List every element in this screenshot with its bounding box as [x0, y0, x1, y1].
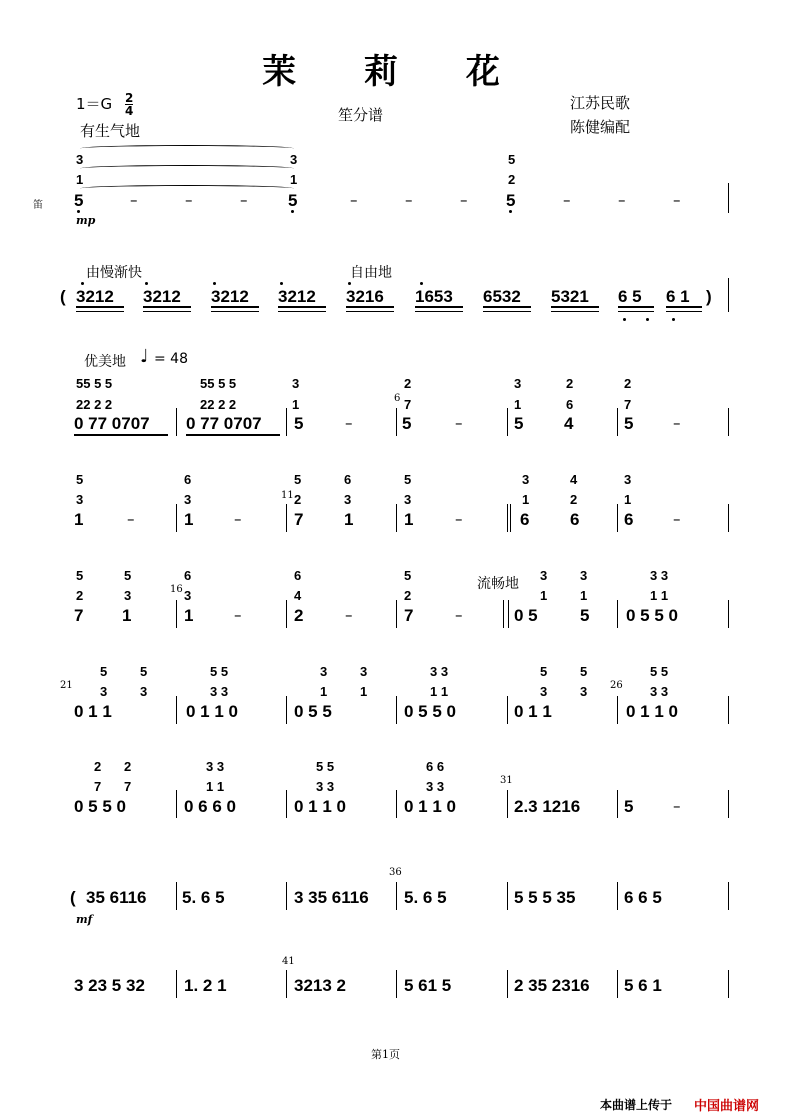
barline — [286, 696, 287, 724]
chord-note: 3 — [360, 664, 368, 679]
chord-note: 3 — [344, 492, 352, 507]
chord-note: 5 5 — [316, 759, 335, 774]
note: 3212 — [143, 287, 181, 306]
chord-note: 3 — [140, 684, 148, 699]
barline — [286, 600, 287, 628]
chord-note: 1 1 — [650, 588, 669, 603]
octave-dot — [280, 282, 283, 285]
octave-dot — [672, 318, 675, 321]
barline — [617, 504, 618, 532]
chord-note: 4 — [570, 472, 578, 487]
chord-note: 5 — [580, 664, 588, 679]
beam-line — [211, 311, 259, 312]
chord-note: 6 — [184, 568, 192, 583]
octave-dot — [623, 318, 626, 321]
dynamic-mp: mp — [76, 214, 96, 227]
note: 3 35 6116 — [294, 888, 369, 907]
barline — [286, 408, 287, 436]
sustain-dash: – — [455, 510, 463, 528]
note: 6 6 5 — [624, 888, 662, 907]
note: 7 — [74, 606, 84, 625]
chord-note: 2 — [624, 376, 632, 391]
chord-note: 2 — [294, 492, 302, 507]
beam-line — [618, 306, 654, 308]
beam-line — [143, 311, 191, 312]
octave-dot — [213, 282, 216, 285]
chord-note: 5 5 — [650, 664, 669, 679]
chord-note: 3 3 — [650, 568, 669, 583]
note: 6 5 — [618, 287, 642, 306]
note: 5 5 5 35 — [514, 888, 576, 907]
chord-note: 5 5 — [210, 664, 229, 679]
note: 35 6116 — [86, 888, 147, 907]
chord-note: 3 3 — [210, 684, 229, 699]
barline — [176, 882, 177, 910]
chord-note: 4 — [294, 588, 302, 603]
chord-note: 3 — [184, 588, 192, 603]
barline — [396, 790, 397, 818]
note: 5 — [514, 414, 524, 433]
barline — [507, 790, 508, 818]
beam-line — [551, 311, 599, 312]
note: 0 1 1 0 — [626, 702, 678, 721]
barline — [176, 600, 177, 628]
barline — [617, 600, 618, 628]
chord-note: 1 — [540, 588, 548, 603]
barline — [176, 790, 177, 818]
song-title: 茉 莉 花 — [262, 52, 528, 92]
note: 5 — [506, 191, 516, 210]
chord-note: 6 — [344, 472, 352, 487]
beam-line — [76, 311, 124, 312]
barline — [728, 408, 729, 436]
chord-note: 3 — [100, 684, 108, 699]
note: 6532 — [483, 287, 521, 306]
note: 0 5 5 0 — [404, 702, 456, 721]
chord-note: 1 1 — [206, 779, 225, 794]
sustain-dash: – — [345, 414, 353, 432]
chord-note: 2 — [76, 588, 84, 603]
note: 0 1 1 0 — [186, 702, 238, 721]
octave-dot — [646, 318, 649, 321]
tempo-bpm: = 48 — [154, 351, 188, 367]
sustain-dash: – — [673, 191, 681, 209]
note: 0 6 6 0 — [184, 797, 236, 816]
key-signature — [76, 92, 133, 117]
barline — [286, 970, 287, 998]
site-logo: 中国曲谱网 — [694, 1099, 760, 1114]
beam-line — [186, 434, 280, 436]
barline — [617, 790, 618, 818]
chord-note: 2 — [570, 492, 578, 507]
key-label: 1＝G — [76, 95, 113, 113]
chord-note: 55 5 5 — [76, 376, 113, 391]
beam-line — [483, 311, 531, 312]
note: 5 — [624, 414, 634, 433]
measure-number: 16 — [170, 584, 183, 595]
sustain-dash: – — [673, 797, 681, 815]
note: 6 — [624, 510, 634, 529]
barline — [286, 504, 287, 532]
chord-note: 3 — [76, 152, 84, 167]
chord-note: 5 — [140, 664, 148, 679]
note: 1 — [74, 510, 84, 529]
barline — [508, 600, 509, 628]
chord-note: 7 — [94, 779, 102, 794]
note: 1 — [122, 606, 132, 625]
chord-note: 55 5 5 — [200, 376, 237, 391]
note: 6 1 — [666, 287, 690, 306]
barline — [286, 790, 287, 818]
beam-line — [278, 306, 326, 308]
note: 0 1 1 — [74, 702, 112, 721]
chord-note: 1 — [290, 172, 298, 187]
measure-number: 36 — [389, 867, 402, 878]
barline — [396, 408, 397, 436]
chord-note: 7 — [624, 397, 632, 412]
sustain-dash: – — [234, 510, 242, 528]
barline — [507, 504, 508, 532]
sustain-dash: – — [234, 606, 242, 624]
octave-dot — [420, 282, 423, 285]
chord-note: 3 — [522, 472, 530, 487]
barline — [728, 600, 729, 628]
time-sig-top: 2 — [124, 91, 134, 105]
chord-note: 3 — [540, 568, 548, 583]
chord-note: 3 — [580, 684, 588, 699]
barline — [396, 970, 397, 998]
sustain-dash: – — [185, 191, 193, 209]
barline — [396, 504, 397, 532]
chord-note: 6 — [184, 472, 192, 487]
chord-note: 5 — [76, 472, 84, 487]
chord-note: 5 — [76, 568, 84, 583]
chord-note: 3 — [404, 492, 412, 507]
note: 2 — [294, 606, 304, 625]
barline — [176, 970, 177, 998]
chord-note: 5 — [124, 568, 132, 583]
quarter-note-icon: ♩ — [140, 346, 149, 367]
barline — [396, 696, 397, 724]
note: 0 77 0707 — [74, 414, 150, 433]
paren-open: ( — [70, 888, 76, 907]
note: 0 5 5 0 — [626, 606, 678, 625]
beam-line — [618, 311, 654, 312]
barline — [617, 696, 618, 724]
tempo-mark-5: 流畅地 — [477, 576, 519, 592]
beam-line — [278, 311, 326, 312]
note: 4 — [564, 414, 574, 433]
note: 5 61 5 — [404, 976, 452, 995]
chord-note: 2 — [404, 376, 412, 391]
chord-note: 3 — [514, 376, 522, 391]
page-number: 第1页 — [371, 1048, 400, 1061]
chord-note: 2 — [94, 759, 102, 774]
tempo-mark-3: 自由地 — [350, 265, 392, 281]
sustain-dash: – — [455, 606, 463, 624]
chord-note: 7 — [124, 779, 132, 794]
measure-number: 21 — [60, 680, 73, 691]
chord-note: 1 — [514, 397, 522, 412]
slur — [80, 185, 294, 192]
measure-number: 31 — [500, 775, 513, 786]
beam-line — [666, 311, 702, 312]
beam-line — [551, 306, 599, 308]
sustain-dash: – — [618, 191, 626, 209]
note: 3213 2 — [294, 976, 346, 995]
barline — [617, 408, 618, 436]
sustain-dash: – — [127, 510, 135, 528]
note: 3212 — [278, 287, 316, 306]
octave-dot — [145, 282, 148, 285]
chord-note: 1 — [292, 397, 300, 412]
beam-line — [76, 306, 124, 308]
sustain-dash: – — [130, 191, 138, 209]
barline — [617, 882, 618, 910]
sustain-dash: – — [240, 191, 248, 209]
barline — [176, 504, 177, 532]
chord-note: 3 3 — [206, 759, 225, 774]
beam-line — [666, 306, 702, 308]
barline — [396, 882, 397, 910]
arranger: 陈健编配 — [570, 118, 631, 136]
note: 3212 — [76, 287, 114, 306]
paren-close: ) — [706, 287, 712, 306]
barline — [728, 183, 729, 213]
note: 2.3 1216 — [514, 797, 581, 816]
note: 5 — [580, 606, 590, 625]
tempo-mark-4: 优美地 — [84, 354, 126, 370]
sustain-dash: – — [460, 191, 468, 209]
note: 6 — [520, 510, 530, 529]
note: 5. 6 5 — [182, 888, 225, 907]
octave-dot — [291, 210, 294, 213]
barline — [507, 970, 508, 998]
note: 0 1 1 0 — [404, 797, 456, 816]
barline — [728, 882, 729, 910]
tempo-mark-2: 由慢渐快 — [86, 265, 142, 281]
beam-line — [346, 311, 394, 312]
barline — [728, 278, 729, 312]
chord-note: 3 — [124, 588, 132, 603]
note: 5 — [624, 797, 634, 816]
sustain-dash: – — [405, 191, 413, 209]
barline — [503, 600, 504, 628]
octave-dot — [81, 282, 84, 285]
sustain-dash: – — [455, 414, 463, 432]
chord-note: 5 — [294, 472, 302, 487]
chord-note: 3 — [290, 152, 298, 167]
note: 0 5 — [514, 606, 538, 625]
octave-dot — [509, 210, 512, 213]
note: 1653 — [415, 287, 453, 306]
chord-note: 3 — [184, 492, 192, 507]
chord-note: 6 — [566, 397, 574, 412]
time-sig-bottom: 4 — [124, 104, 134, 118]
chord-note: 6 — [294, 568, 302, 583]
beam-line — [74, 434, 168, 436]
chord-note: 22 2 2 — [200, 397, 237, 412]
sustain-dash: – — [563, 191, 571, 209]
beam-line — [415, 311, 463, 312]
chord-note: 1 — [320, 684, 328, 699]
barline — [507, 882, 508, 910]
barline — [286, 882, 287, 910]
measure-number: 6 — [394, 393, 401, 404]
note: 5 — [294, 414, 304, 433]
chord-note: 2 — [508, 172, 516, 187]
barline — [507, 408, 508, 436]
measure-number: 11 — [281, 490, 294, 501]
barline — [176, 696, 177, 724]
note: 5321 — [551, 287, 589, 306]
note: 0 77 0707 — [186, 414, 262, 433]
barline — [728, 696, 729, 724]
chord-note: 1 — [580, 588, 588, 603]
note: 5 — [402, 414, 412, 433]
beam-line — [483, 306, 531, 308]
note: 7 — [294, 510, 304, 529]
barline — [396, 600, 397, 628]
beam-line — [211, 306, 259, 308]
octave-dot — [348, 282, 351, 285]
chord-note: 5 — [100, 664, 108, 679]
note: 1 — [184, 606, 194, 625]
note: 3212 — [211, 287, 249, 306]
note: 0 1 1 — [514, 702, 552, 721]
barline — [510, 504, 511, 532]
note: 0 5 5 — [294, 702, 332, 721]
chord-note: 3 — [292, 376, 300, 391]
note: 7 — [404, 606, 414, 625]
chord-note: 3 — [624, 472, 632, 487]
chord-note: 3 — [540, 684, 548, 699]
chord-note: 5 — [508, 152, 516, 167]
subtitle: 笙分谱 — [338, 106, 384, 124]
chord-note: 5 — [540, 664, 548, 679]
barline — [728, 790, 729, 818]
chord-note: 2 — [124, 759, 132, 774]
chord-note: 2 — [404, 588, 412, 603]
chord-note: 3 3 — [426, 779, 445, 794]
chord-note: 3 3 — [316, 779, 335, 794]
barline — [728, 970, 729, 998]
note: 0 1 1 0 — [294, 797, 346, 816]
note: 1 — [184, 510, 194, 529]
chord-note: 2 — [566, 376, 574, 391]
sustain-dash: – — [345, 606, 353, 624]
note: 5 — [288, 191, 298, 210]
upload-note: 本曲谱上传于 — [600, 1098, 673, 1112]
chord-note: 3 — [76, 492, 84, 507]
chord-note: 5 — [404, 472, 412, 487]
chord-note: 1 1 — [430, 684, 449, 699]
note: 1 — [344, 510, 354, 529]
slur — [80, 145, 294, 152]
barline — [507, 696, 508, 724]
note: 1 — [404, 510, 414, 529]
slur — [80, 165, 294, 172]
chord-note: 5 — [404, 568, 412, 583]
measure-number: 41 — [282, 956, 295, 967]
chord-note: 22 2 2 — [76, 397, 113, 412]
chord-note: 1 — [76, 172, 84, 187]
chord-note: 3 3 — [430, 664, 449, 679]
measure-number: 26 — [610, 680, 623, 691]
chord-note: 3 — [580, 568, 588, 583]
sustain-dash: – — [673, 414, 681, 432]
note: 3 23 5 32 — [74, 976, 145, 995]
dynamic-mf: mf — [76, 913, 93, 926]
note: 6 — [570, 510, 580, 529]
chord-note: 1 — [360, 684, 368, 699]
beam-line — [143, 306, 191, 308]
note: 5. 6 5 — [404, 888, 447, 907]
note: 0 5 5 0 — [74, 797, 126, 816]
barline — [617, 970, 618, 998]
chord-note: 3 3 — [650, 684, 669, 699]
barline — [728, 504, 729, 532]
chord-note: 6 6 — [426, 759, 445, 774]
note: 1. 2 1 — [184, 976, 227, 995]
note: 5 6 1 — [624, 976, 662, 995]
chord-note: 3 — [320, 664, 328, 679]
beam-line — [415, 306, 463, 308]
chord-note: 7 — [404, 397, 412, 412]
sustain-dash: – — [350, 191, 358, 209]
time-signature — [125, 92, 133, 117]
note: 2 35 2316 — [514, 976, 590, 995]
barline — [176, 408, 177, 436]
tempo-mark-1: 有生气地 — [80, 122, 141, 140]
chord-note: 1 — [522, 492, 530, 507]
origin: 江苏民歌 — [570, 94, 631, 112]
beam-line — [346, 306, 394, 308]
sustain-dash: – — [673, 510, 681, 528]
octave-dot — [77, 210, 80, 213]
note: 3216 — [346, 287, 384, 306]
paren-open: ( — [60, 287, 66, 306]
chord-note: 1 — [624, 492, 632, 507]
instrument-label: 笛 — [33, 200, 43, 211]
note: 5 — [74, 191, 84, 210]
